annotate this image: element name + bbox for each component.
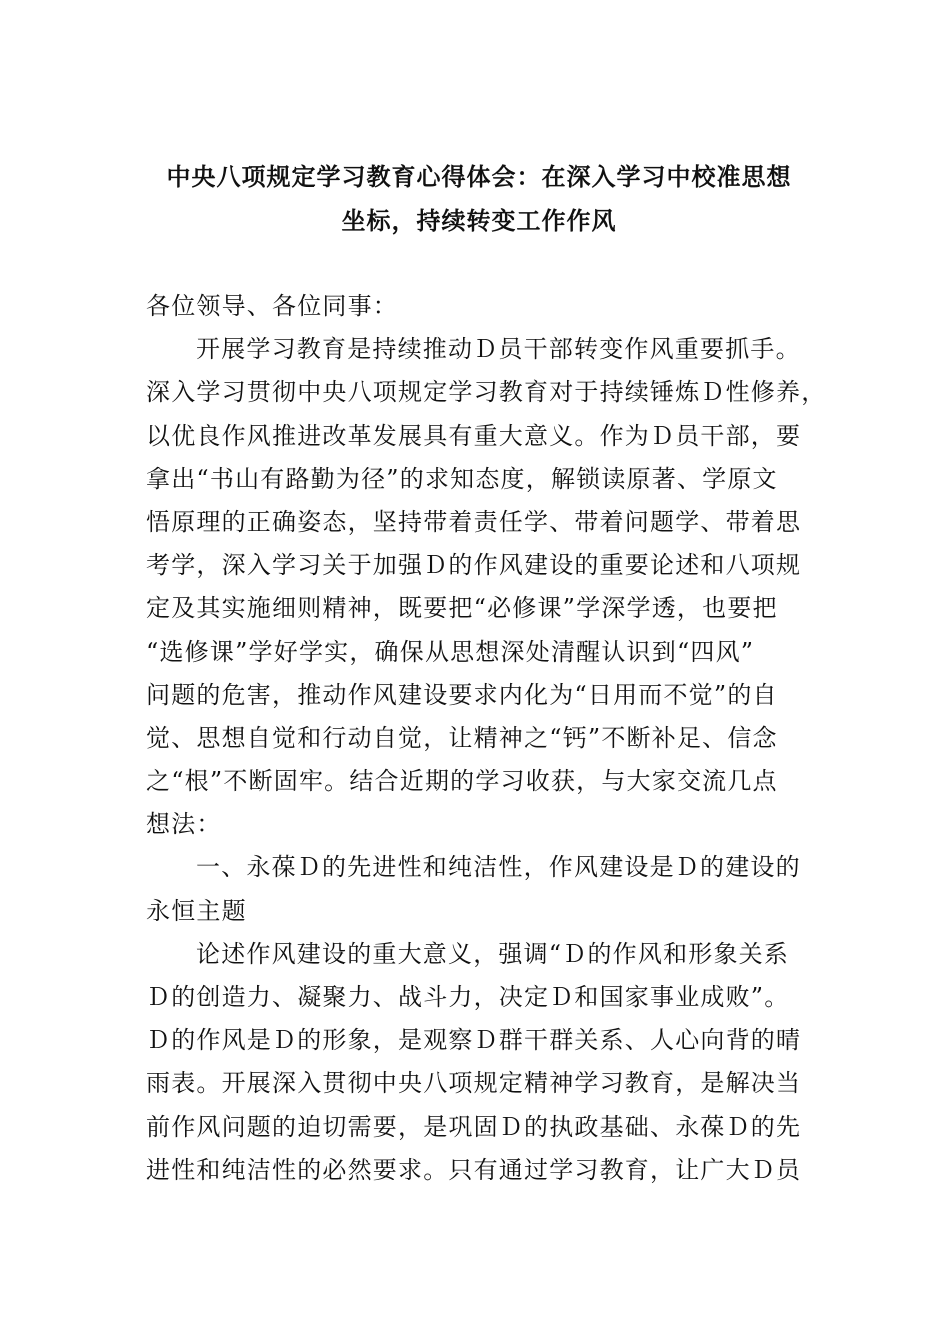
document-body [146, 285, 827, 1192]
text-line: 悟原理的正确姿态，坚持带着责任学、带着问题学、带着思 [146, 507, 802, 536]
text-line: 之“根”不断固牢。结合近期的学习收获，与大家交流几点 [146, 767, 778, 796]
text-line: 定及其实施细则精神，既要把“必修课”学深学透，也要把 [146, 594, 778, 623]
text-line: 问题的危害，推动作风建设要求内化为“日用而不觉”的自 [146, 680, 778, 709]
section-heading-line: 一、永葆Ｄ的先进性和纯洁性，作风建设是Ｄ的建设的 [196, 853, 801, 882]
text-line: 前作风问题的迫切需要，是巩固Ｄ的执政基础、永葆Ｄ的先 [146, 1112, 802, 1141]
text-line: 各位领导、各位同事： [146, 292, 398, 320]
text-line: 拿出“书山有路勤为径”的求知态度，解锁读原著、学原文 [146, 464, 778, 493]
text-line: 深入学习贯彻中央八项规定学习教育对于持续锤炼Ｄ性修养， [146, 378, 827, 407]
text-line: 论述作风建设的重大意义，强调“Ｄ的作风和形象关系 [196, 939, 790, 968]
text-line: 雨表。开展深入贯彻中央八项规定精神学习教育，是解决当 [146, 1069, 802, 1098]
text-line: 进性和纯洁性的必然要求。只有通过学习教育，让广大Ｄ员 [146, 1155, 802, 1184]
section-heading-line: 永恒主题 [146, 896, 247, 925]
text-line: 觉、思想自觉和行动自觉，让精神之“钙”不断补足、信念 [146, 723, 778, 752]
text-line: “选修课”学好学实，确保从思想深处清醒认识到“四风” [146, 637, 755, 666]
document-title-line-2: 坐标，持续转变工作作风 [341, 206, 617, 235]
text-line: 想法： [146, 810, 222, 839]
text-line: Ｄ的创造力、凝聚力、战斗力，决定Ｄ和国家事业成败”。 [146, 983, 790, 1011]
text-line: 以优良作风推进改革发展具有重大意义。作为Ｄ员干部，要 [146, 421, 802, 450]
document-title-line-1: 中央八项规定学习教育心得体会：在深入学习中校准思想 [166, 162, 792, 191]
text-line: 考学，深入学习关于加强Ｄ的作风建设的重要论述和八项规 [146, 551, 802, 580]
text-line: Ｄ的作风是Ｄ的形象，是观察Ｄ群干群关系、人心向背的晴 [146, 1026, 802, 1055]
text-line: 开展学习教育是持续推动Ｄ员干部转变作风重要抓手。 [196, 335, 801, 364]
